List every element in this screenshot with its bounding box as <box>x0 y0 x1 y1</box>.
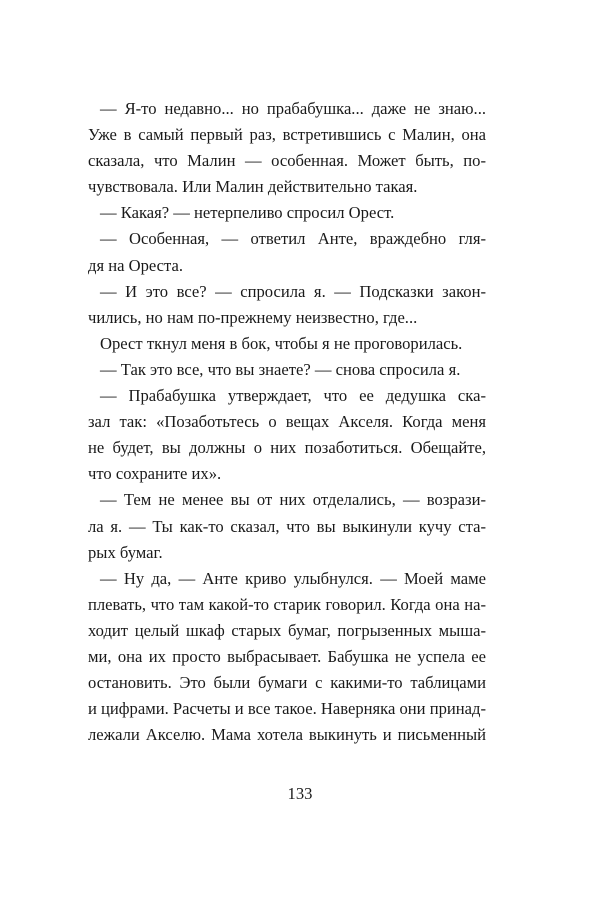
page-number: 133 <box>287 784 313 803</box>
text-line: остановить. Это были бумаги с какими-то таблицами <box>88 673 486 693</box>
text-line: и цифрами. Расчеты и все такое. Наверняка они принад- <box>88 699 486 719</box>
text-line: — Ну да, — Анте криво улыбнулся. — Моей маме <box>100 568 486 588</box>
text-line: плевать, что там какой-то старик говорил. Когда она на- <box>88 594 486 614</box>
text-line: ми, она их просто выбрасывает. Бабушка не успела ее <box>88 646 486 666</box>
text-line: что сохраните их». <box>88 464 222 484</box>
text-line: — Особенная, — ответил Анте, враждебно гля- <box>100 229 486 249</box>
text-line: лежали Акселю. Мама хотела выкинуть и письменный <box>88 725 486 745</box>
text-line: Уже в самый первый раз, встретившись с Малин, она <box>88 125 486 145</box>
text-line: — Какая? — нетерпеливо спросил Орест. <box>100 203 395 223</box>
text-line: — Так это все, что вы знаете? — снова спросила я. <box>100 359 461 379</box>
text-line: не будет, вы должны о них позаботиться. Обещайте, <box>88 438 486 458</box>
text-line: ходит целый шкаф старых бумаг, погрызенных мыша- <box>88 620 486 640</box>
text-line: дя на Ореста. <box>88 255 184 275</box>
text-line: рых бумаг. <box>88 542 163 562</box>
text-line: — Тем не менее вы от них отделались, — возрази- <box>100 490 486 510</box>
body-text <box>88 96 486 748</box>
text-line: ла я. — Ты как-то сказал, что вы выкинули кучу ста- <box>88 516 486 536</box>
text-line: — Прабабушка утверждает, что ее дедушка ска- <box>100 386 486 406</box>
text-line: — Я-то недавно... но прабабушка... даже не знаю... <box>100 99 486 118</box>
text-line: чувствовала. Или Малин действительно такая. <box>88 177 418 197</box>
text-line: чились, но нам по-прежнему неизвестно, где... <box>88 307 418 327</box>
text-line: — И это все? — спросила я. — Подсказки закон- <box>100 281 486 301</box>
text-line: Орест ткнул меня в бок, чтобы я не проговорилась. <box>100 333 463 353</box>
text-line: зал так: «Позаботьтесь о вещах Акселя. Когда меня <box>88 412 486 432</box>
text-line: сказала, что Малин — особенная. Может быть, по- <box>88 151 486 171</box>
